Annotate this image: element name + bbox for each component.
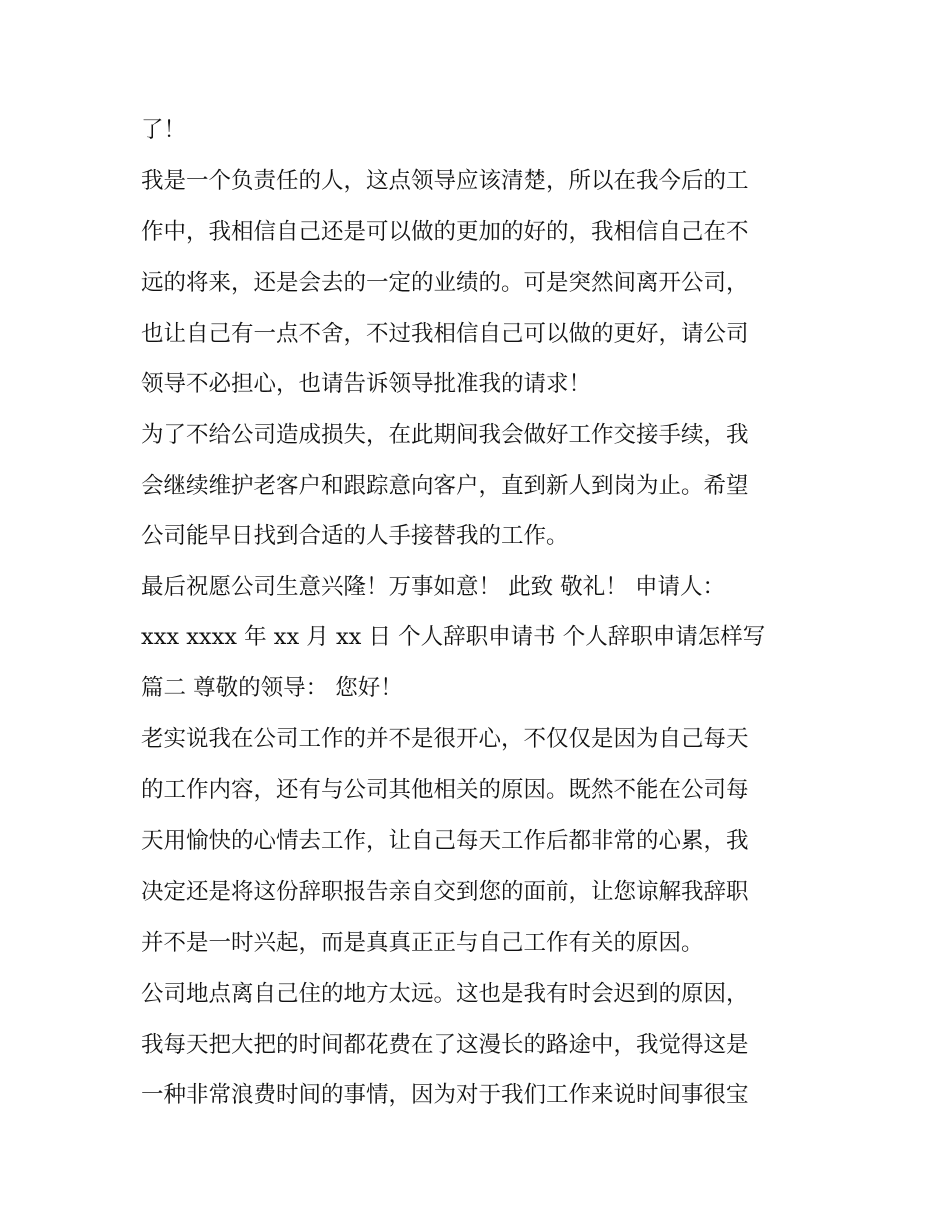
text-line: 公司地点离自己住的地方太远。这也是我有时会迟到的原因， xyxy=(141,981,749,1007)
text-line: 最后祝愿公司生意兴隆！万事如意！ 此致 敬礼！ 申请人： xyxy=(141,574,725,600)
text-line: 会继续维护老客户和跟踪意向客户，直到新人到岗为止。希望 xyxy=(141,473,749,499)
text-line: 决定还是将这份辞职报告亲自交到您的面前，让您谅解我辞职 xyxy=(141,879,749,905)
text-line: 我是一个负责任的人，这点领导应该清楚，所以在我今后的工 xyxy=(141,168,749,194)
text-line: 作中，我相信自己还是可以做的更加的好的，我相信自己在不 xyxy=(141,219,749,245)
text-line: 公司能早日找到合适的人手接替我的工作。 xyxy=(141,523,569,549)
text-line: 为了不给公司造成损失，在此期间我会做好工作交接手续，我 xyxy=(141,422,749,448)
text-line: 篇二 尊敬的领导： 您好！ xyxy=(141,675,403,701)
text-line: 了！ xyxy=(141,117,187,143)
text-line: 一种非常浪费时间的事情，因为对于我们工作来说时间事很宝 xyxy=(141,1082,749,1108)
text-line: 的工作内容，还有与公司其他相关的原因。既然不能在公司每 xyxy=(141,777,749,803)
text-line: 老实说我在公司工作的并不是很开心，不仅仅是因为自己每天 xyxy=(141,726,749,752)
text-line: xxx xxxx 年 xx 月 xx 日 个人辞职申请书 个人辞职申请怎样写 xyxy=(141,624,766,650)
text-line: 领导不必担心，也请告诉领导批准我的请求！ xyxy=(141,371,592,397)
text-line: 天用愉快的心情去工作，让自己每天工作后都非常的心累，我 xyxy=(141,828,749,854)
text-line: 也让自己有一点不舍，不过我相信自己可以做的更好，请公司 xyxy=(141,321,749,347)
text-line: 远的将来，还是会去的一定的业绩的。可是突然间离开公司， xyxy=(141,270,749,296)
text-line: 并不是一时兴起，而是真真正正与自己工作有关的原因。 xyxy=(141,930,704,956)
text-line: 我每天把大把的时间都花费在了这漫长的路途中，我觉得这是 xyxy=(141,1032,749,1058)
